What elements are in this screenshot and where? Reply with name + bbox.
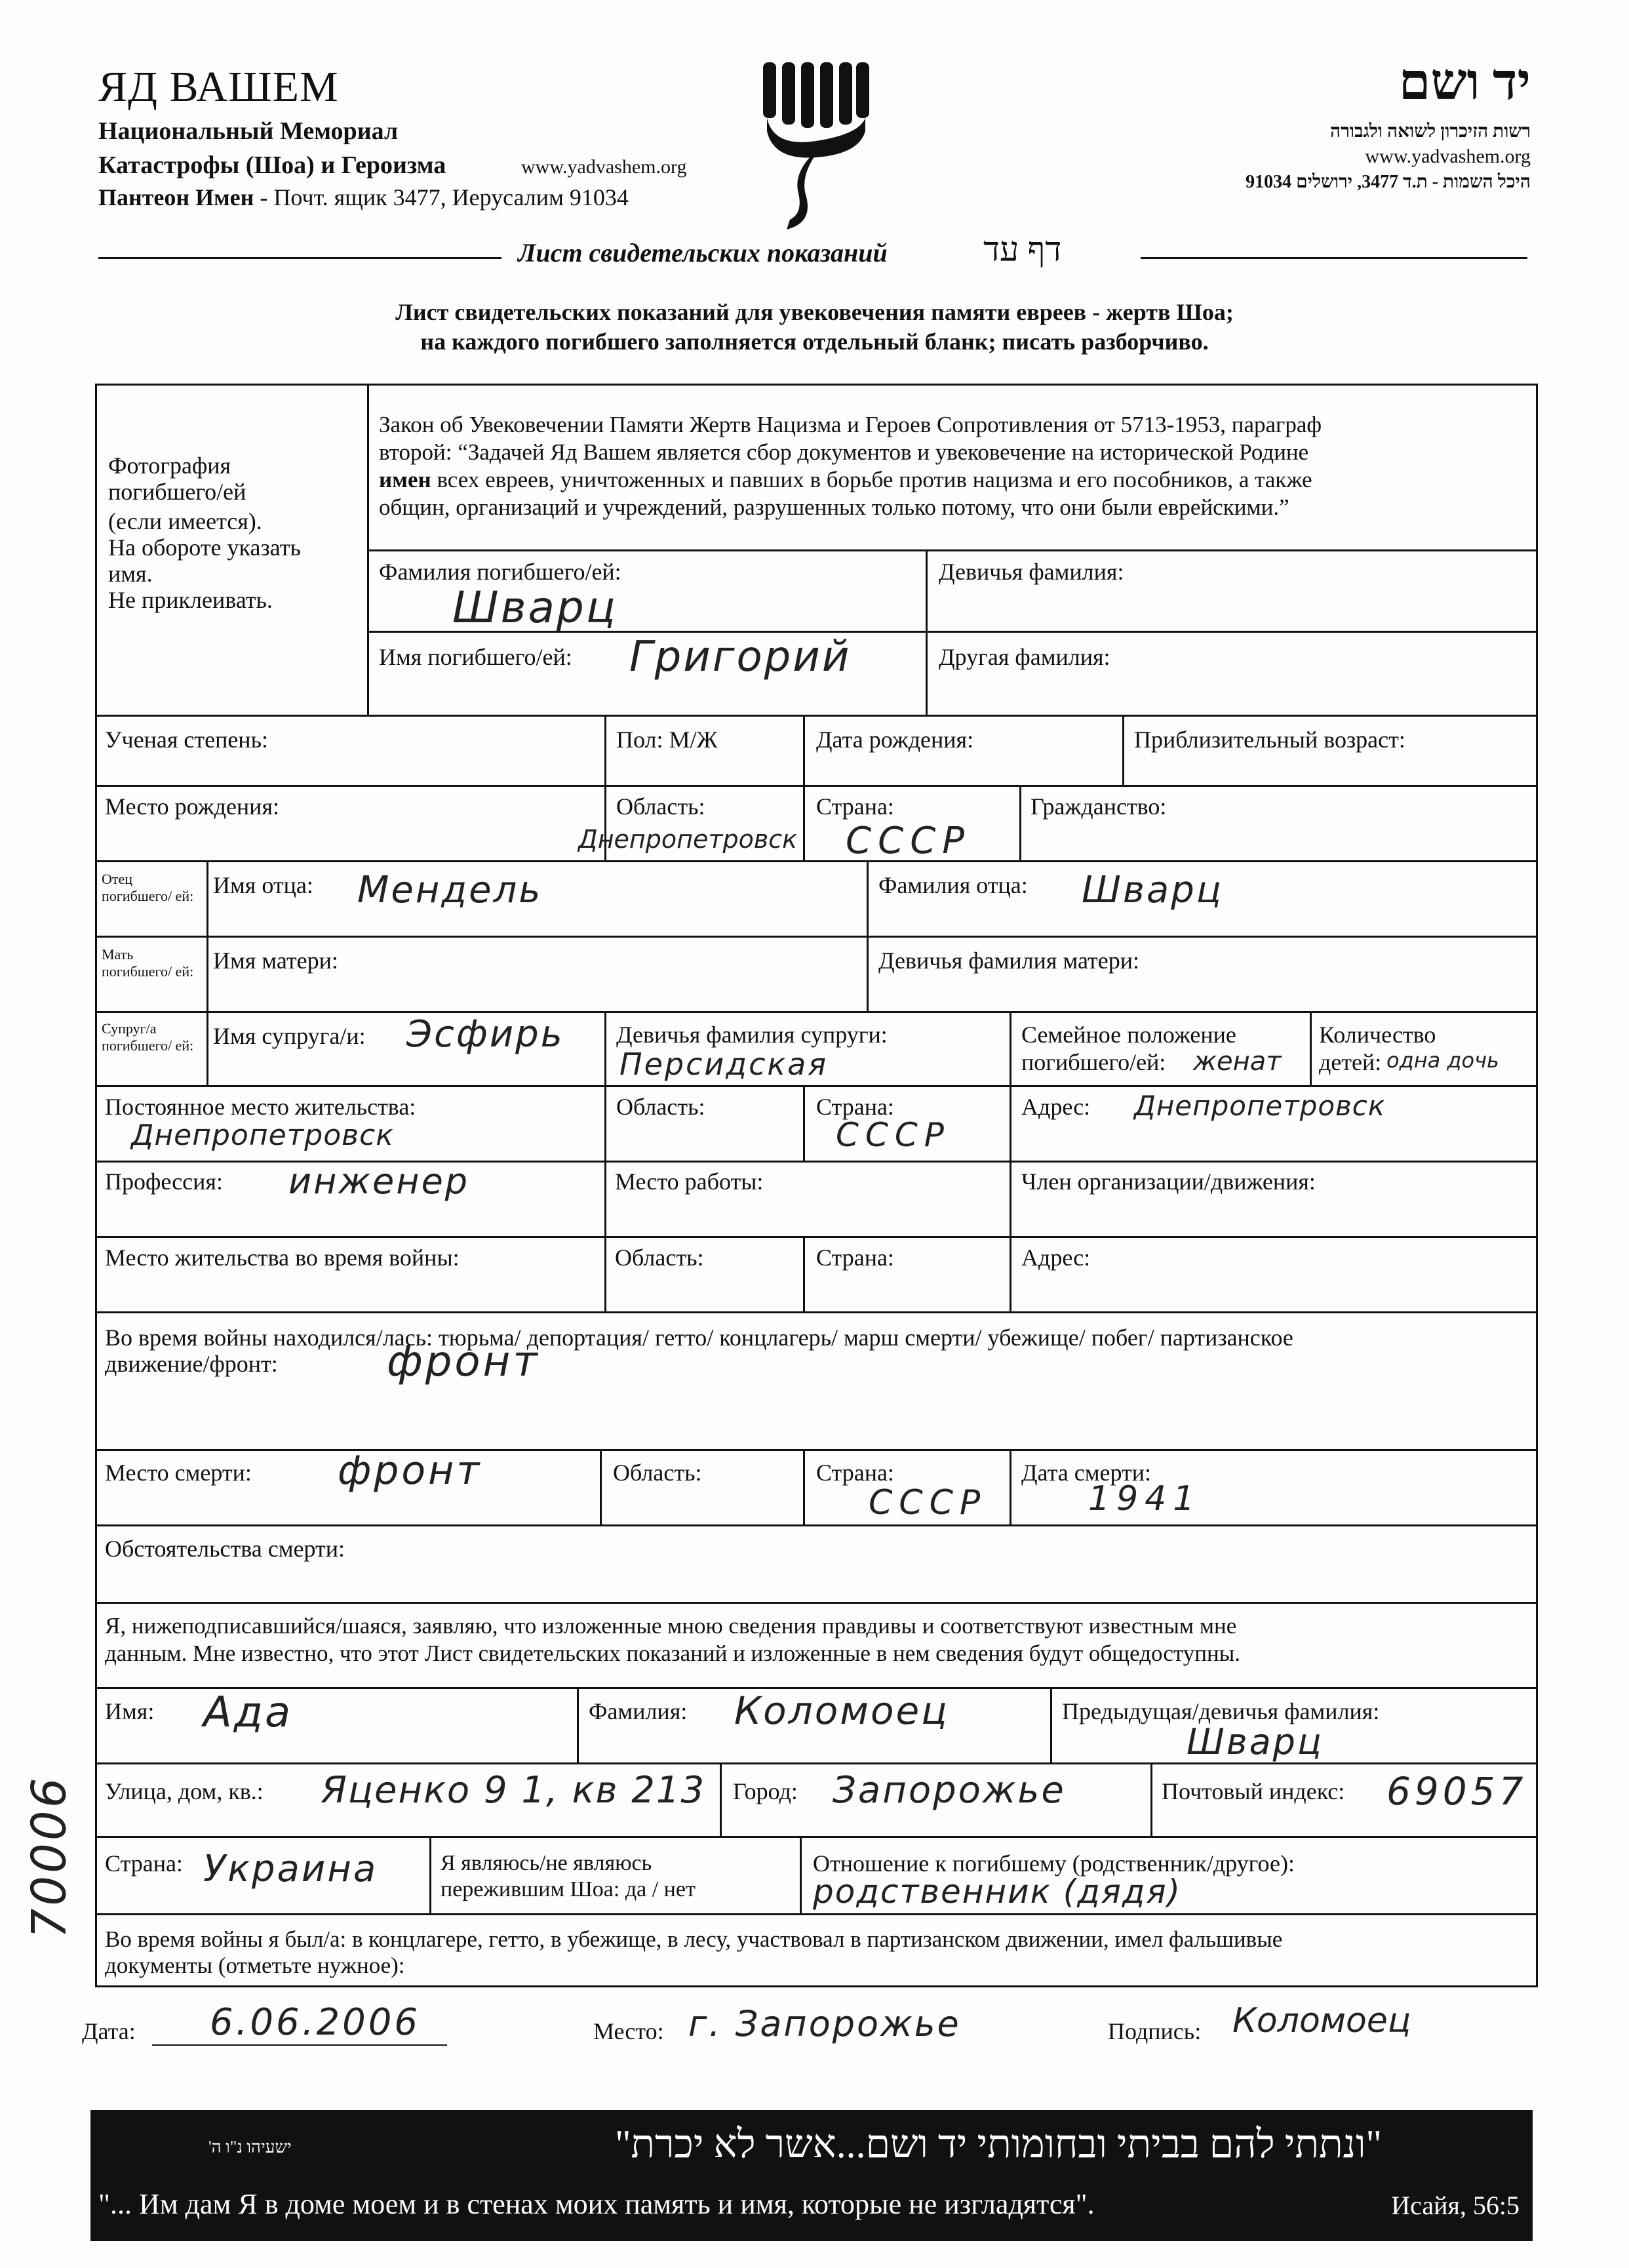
submitter-name-label: Имя: (105, 1698, 155, 1724)
father-name-value[interactable]: Мендель (357, 869, 543, 911)
birthplace-label: Место рождения: (105, 793, 280, 820)
children-value[interactable]: одна дочь (1386, 1048, 1499, 1073)
header-line3-ru (98, 184, 629, 211)
footer-russian-ref: Исайя, 56:5 (1391, 2191, 1520, 2220)
submitter-country-value[interactable]: Украина (203, 1848, 378, 1890)
death-country-label: Страна: (816, 1460, 894, 1486)
maiden-label: Девичья фамилия: (939, 559, 1124, 585)
spouse-side-label: Супруг/а погибшего/ ей: (102, 1020, 194, 1054)
footer-hebrew-ref: ישעיהו נ"ו ה' (208, 2138, 292, 2157)
date-label: Дата: (82, 2018, 136, 2044)
war-region-label: Область: (615, 1244, 704, 1271)
header-line3-rest: - Почт. ящик 3477, Иерусалим 91034 (254, 184, 629, 210)
war-country-label: Страна: (816, 1244, 894, 1271)
signature-value[interactable]: Коломоец (1232, 2001, 1411, 2040)
place-label: Место: (593, 2018, 664, 2044)
name-value[interactable]: Григорий (629, 633, 852, 681)
children-label-1: Количество (1319, 1022, 1436, 1048)
mother-name-label: Имя матери: (213, 947, 338, 974)
declaration-line2: данным. Мне известно, что этот Лист свидетельских показаний и изложенные в нем сведения будут общедоступны. (105, 1641, 1240, 1666)
residence-country-label: Страна: (816, 1094, 894, 1120)
footer-hebrew-quote: "ונתתי להם בביתי ובחומותי יד ושם...אשר לא יכרת" (614, 2122, 1382, 2166)
header-line1-ru: Национальный Мемориал (98, 117, 399, 145)
father-surname-label: Фамилия отца: (878, 872, 1028, 898)
title-rule-right (1141, 257, 1527, 259)
death-place-label: Место смерти: (105, 1460, 252, 1486)
place-value[interactable]: г. Запорожье (688, 2003, 961, 2044)
submitter-prev-surname-label: Предыдущая/девичья фамилия: (1062, 1698, 1380, 1724)
photo-label-6: Не приклеивать. (108, 587, 273, 613)
death-region-label: Область: (613, 1460, 702, 1486)
photo-label-5: имя. (108, 561, 153, 587)
member-label: Член организации/движения: (1021, 1168, 1316, 1195)
zip-label: Почтовый индекс: (1162, 1778, 1345, 1804)
survivor-label-2: пережившим Шоа: да / нет (441, 1877, 696, 1901)
photo-label-2: погибшего/ей (108, 479, 246, 505)
survivor-label-1: Я являюсь/не являюсь (441, 1851, 652, 1875)
mother-side-label: Мать погибшего/ ей: (102, 946, 194, 980)
law-line3 (379, 467, 1312, 493)
submitter-country-label: Страна: (105, 1850, 183, 1877)
approx-age-label: Приблизительный возраст: (1134, 726, 1405, 753)
subtitle-line1: Лист свидетельских показаний для увековечения памяти евреев - жертв Шоа; (395, 299, 1234, 325)
profession-label: Профессия: (105, 1168, 223, 1195)
footer-quote-bar (90, 2110, 1533, 2241)
father-surname-value[interactable]: Шварц (1082, 869, 1223, 911)
children-label-2: детей: (1319, 1049, 1382, 1075)
declaration-line1: Я, нижеподписавшийся/шаяся, заявляю, что изложенные мною сведения правдивы и соответствуют известным мне (105, 1613, 1237, 1639)
marital-label-2: погибшего/ей: (1021, 1049, 1166, 1075)
header-title-ru: ЯД ВАШЕМ (98, 63, 339, 111)
birth-country-value[interactable]: СССР (846, 820, 972, 862)
residence-country-value[interactable]: СССР (836, 1116, 951, 1154)
submitter-prev-surname-value[interactable]: Шварц (1187, 1721, 1324, 1762)
residence-label: Постоянное место жительства: (105, 1094, 416, 1120)
submitter-surname-label: Фамилия: (589, 1698, 688, 1724)
street-label: Улица, дом, кв.: (105, 1778, 264, 1804)
date-value[interactable]: 6.06.2006 (210, 2001, 421, 2044)
spouse-maiden-label: Девичья фамилия супруги: (616, 1022, 888, 1048)
sex-label: Пол: М/Ж (616, 726, 718, 753)
marital-value[interactable]: женат (1193, 1046, 1282, 1077)
header-line3-bold: Пантеон Имен (98, 184, 254, 210)
birth-country-label: Страна: (816, 793, 894, 820)
submitter-name-value[interactable]: Ада (203, 1688, 293, 1737)
law-line3-rest: всех евреев, уничтоженных и павших в борьбе против нацизма и его пособников, а также (431, 467, 1312, 492)
death-circumstances-label: Обстоятельства смерти: (105, 1536, 345, 1562)
birthdate-label: Дата рождения: (816, 726, 974, 753)
name-label: Имя погибшего/ей: (379, 644, 572, 670)
header-line1-he: רשות הזיכרון לשואה ולגבורה (1329, 121, 1531, 142)
zip-value[interactable]: 69057 (1386, 1769, 1527, 1814)
citizenship-label: Гражданство: (1030, 793, 1167, 820)
header-line2-ru: Катастрофы (Шоа) и Героизма (98, 151, 446, 179)
address-value[interactable]: Днепропетровск (1134, 1090, 1386, 1122)
war-residence-label: Место жительства во время войны: (105, 1244, 460, 1271)
margin-note: 70006 (21, 1775, 77, 1939)
city-label: Город: (733, 1778, 798, 1804)
spouse-name-label: Имя супруга/и: (213, 1023, 366, 1049)
profession-value[interactable]: инженер (288, 1161, 470, 1202)
city-value[interactable]: Запорожье (833, 1769, 1066, 1812)
surname-label: Фамилия погибшего/ей: (379, 559, 621, 585)
photo-label-1: Фотография (108, 452, 231, 479)
doc-title-he: דף עד (983, 231, 1062, 269)
law-line4: общин, организаций и учреждений, разрушенных только потому, что они были еврейскими.” (379, 494, 1289, 520)
header-title-he: יד ושם (1398, 53, 1531, 110)
law-line2: второй: “Задачей Яд Вашем является сбор документов и увековечение на исторической Родине (379, 439, 1309, 465)
street-value[interactable]: Яценко 9 1, кв 213 (321, 1769, 706, 1812)
degree-label: Ученая степень: (105, 726, 268, 753)
subtitle-line2: на каждого погибшего заполняется отдельный бланк; писать разборчиво. (420, 328, 1209, 355)
submitter-surname-value[interactable]: Коломоец (734, 1688, 949, 1733)
death-place-value[interactable]: фронт (338, 1448, 482, 1494)
war-status-line1: Во время войны находился/лась: тюрьма/ депортация/ гетто/ концлагерь/ марш смерти/ убежище/ побег/ партизанское (105, 1324, 1293, 1351)
other-surname-label: Другая фамилия: (939, 644, 1110, 670)
relation-value[interactable]: родственник (дядя) (813, 1873, 1182, 1911)
war-status-value[interactable]: фронт (387, 1338, 540, 1386)
residence-region-label: Область: (616, 1094, 705, 1120)
header-website: www.yadvashem.org (521, 156, 687, 178)
yad-vashem-logo-icon (760, 56, 872, 233)
mother-maiden-label: Девичья фамилия матери: (878, 947, 1140, 974)
birth-region-label: Область: (616, 793, 705, 820)
marital-label-1: Семейное положение (1021, 1022, 1236, 1048)
law-bold-word: имен (379, 467, 431, 492)
header-website-he: www.yadvashem.org (1365, 146, 1531, 167)
spouse-name-value[interactable]: Эсфирь (406, 1013, 564, 1056)
death-date-value[interactable]: 1941 (1088, 1479, 1202, 1519)
father-name-label: Имя отца: (213, 872, 313, 898)
law-line1: Закон об Увековечении Памяти Жертв Нацизма и Героев Сопротивления от 5713-1953, параграф (379, 412, 1322, 437)
signature-label: Подпись: (1108, 2018, 1202, 2044)
relation-label: Отношение к погибшему (родственник/другое): (813, 1850, 1295, 1877)
date-line (152, 2044, 447, 2046)
footer-russian-quote: "... Им дам Я в доме моем и в стенах моих память и имя, которые не изгладятся". (98, 2188, 1095, 2220)
war-address-label: Адрес: (1021, 1244, 1091, 1271)
address-label: Адрес: (1021, 1094, 1091, 1120)
submitter-war-line2: документы (отметьте нужное): (105, 1953, 405, 1978)
death-country-value[interactable]: СССР (869, 1483, 987, 1522)
photo-label-3: (если имеется). (108, 508, 262, 534)
title-rule-left (98, 257, 501, 259)
spouse-maiden-value[interactable]: Персидская (619, 1046, 829, 1082)
submitter-war-line1: Во время войны я был/а: в концлагере, гетто, в убежище, в лесу, участвовал в партизанском движении, имел фальшивые (105, 1926, 1283, 1952)
father-side-label: Отец погибшего/ ей: (102, 871, 194, 905)
header-line3-he: היכל השמות - ת.ד 3477, ירושלים 91034 (1246, 172, 1531, 192)
doc-title-ru: Лист свидетельских показаний (518, 238, 888, 268)
residence-value[interactable]: Днепропетровск (131, 1119, 394, 1152)
birth-region-value[interactable]: Днепропетровск (578, 825, 798, 854)
death-date-label: Дата смерти: (1021, 1460, 1152, 1486)
photo-label-4: На обороте указать (108, 534, 301, 561)
workplace-label: Место работы: (615, 1168, 764, 1195)
surname-value[interactable]: Шварц (452, 582, 618, 633)
war-status-line2: движение/фронт: (105, 1351, 278, 1377)
